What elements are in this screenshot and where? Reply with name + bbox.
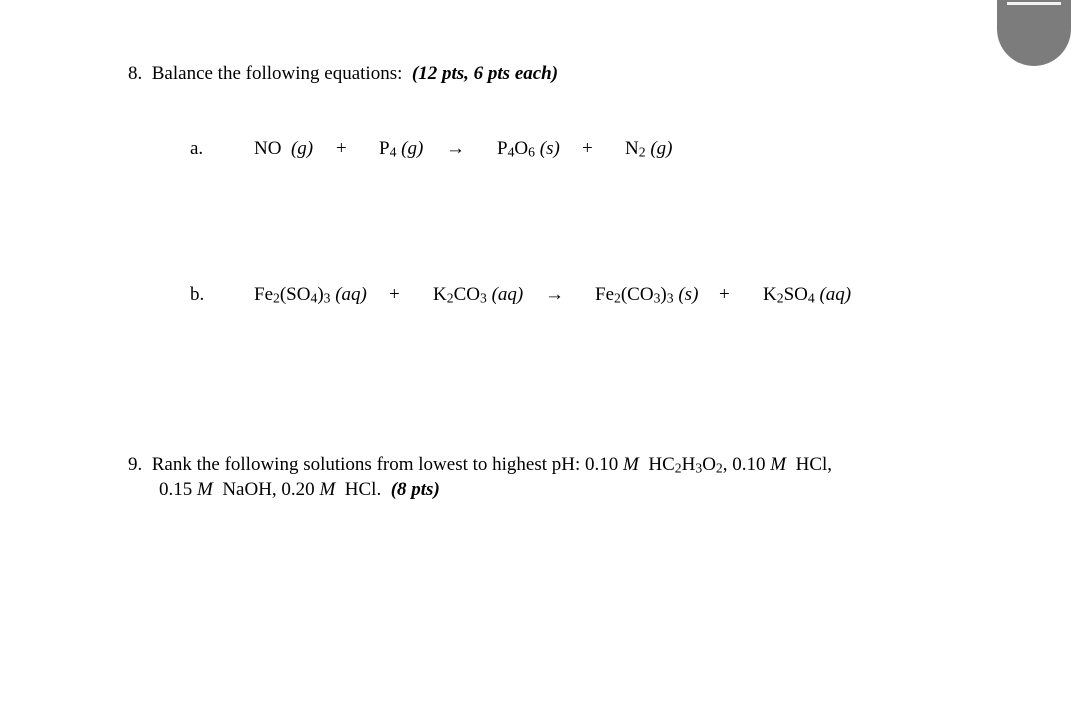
question-prompt: Balance the following equations: [151,63,403,84]
equation-a-product-1: $P_4O_6$ (s) [497,138,560,160]
equation-b-plus-2: + [719,284,730,305]
equation-b-plus-1: + [389,284,400,305]
question-number: 9. [128,454,143,475]
acetic-acid-formula: $HC_2H_3O_2$ [648,454,723,476]
equation-a-plus-1: + [336,138,347,159]
scroll-handle[interactable] [997,0,1071,66]
equation-b-product-1: $Fe_2(CO_3)_3$ (s) [595,284,699,306]
question-number: 8. [128,63,143,84]
question-8-header [128,63,558,85]
equation-a-reactant-2: $P_4$ (g) [379,138,424,160]
equation-a-plus-2: + [582,138,593,159]
question-9-line-2: 0.15 M NaOH, 0.20 M HCl. (8 pts) [159,479,440,500]
equation-a-label: a. [190,138,204,159]
equation-a-reactant-1: NO (g) [254,138,314,159]
points-label: (12 pts, 6 pts each) [411,63,559,84]
equation-a-product-2: $N_2$ (g) [625,138,673,160]
equation-b-label: b. [190,284,205,305]
equation-b-reactant-2: $K_2CO_3$ (aq) [433,284,524,306]
handle-grip-line [1007,2,1061,5]
equation-a-arrow: → [446,138,465,159]
points-label: (8 pts) [390,479,440,500]
question-9-line-1: 9. Rank the following solutions from lowest to highest pH: 0.10 M $HC_2H_3O_2$, 0.10 M HCl, [128,454,833,476]
equation-b-reactant-1: $Fe_2(SO_4)_3$ (aq) [254,284,367,306]
equation-b-product-2: $K_2SO_4$ (aq) [763,284,852,306]
equation-b-arrow: → [545,284,564,305]
